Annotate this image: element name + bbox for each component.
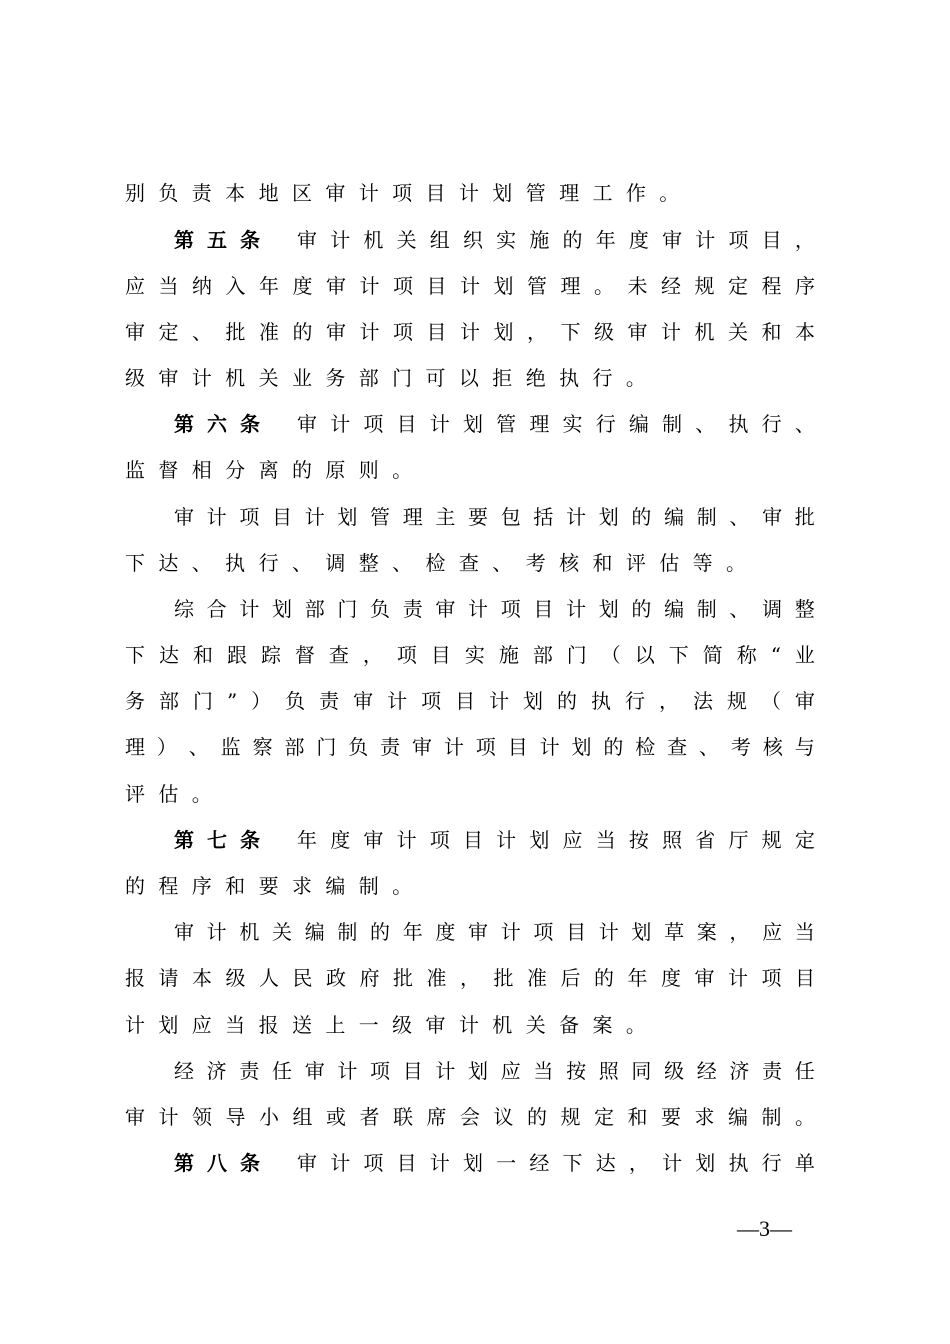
- line-text: 的 程 序 和 要 求 编 制 。: [125, 874, 413, 898]
- text-line: [174, 1056, 815, 1086]
- line-text: 审 计 项 目 计 划 一 经 下 达 ， 计 划 执 行 单: [297, 1151, 815, 1175]
- text-line: [125, 317, 815, 347]
- text-line: [174, 502, 815, 532]
- text-line: [125, 363, 815, 393]
- text-line: [125, 963, 815, 993]
- text-line: [125, 455, 815, 485]
- line-text: 审 计 机 关 组 织 实 施 的 年 度 审 计 项 目 ，: [297, 228, 815, 252]
- line-text: 别 负 责 本 地 区 审 计 项 目 计 划 管 理 工 作 。: [125, 181, 680, 205]
- line-text: 审 计 项 目 计 划 管 理 主 要 包 括 计 划 的 编 制 、 审 批: [174, 505, 815, 529]
- text-line: [125, 871, 815, 901]
- text-line: [125, 548, 815, 578]
- line-text: 综 合 计 划 部 门 负 责 审 计 项 目 计 划 的 编 制 、 调 整: [174, 597, 815, 621]
- line-text: 应 当 纳 入 年 度 审 计 项 目 计 划 管 理 。 未 经 规 定 程 序: [125, 274, 815, 298]
- line-text: 评 估 。: [125, 782, 212, 806]
- text-line: [125, 1010, 815, 1040]
- line-text: 审 计 机 关 编 制 的 年 度 审 计 项 目 计 划 草 案 ， 应 当: [174, 920, 815, 944]
- text-line: [125, 1102, 815, 1132]
- line-text: 下 达 和 跟 踪 督 查 ， 项 目 实 施 部 门 （ 以 下 简 称 “ 业: [125, 643, 815, 667]
- line-text: 计 划 应 当 报 送 上 一 级 审 计 机 关 备 案 。: [125, 1013, 646, 1037]
- text-line: [174, 225, 815, 255]
- article-heading: 第六条: [174, 412, 273, 436]
- text-line: [174, 917, 815, 947]
- text-line: [174, 594, 815, 624]
- text-line: [125, 732, 815, 762]
- line-text: 审 计 领 导 小 组 或 者 联 席 会 议 的 规 定 和 要 求 编 制 。: [125, 1105, 815, 1129]
- text-line: [174, 409, 815, 439]
- line-text: 年 度 审 计 项 目 计 划 应 当 按 照 省 厅 规 定: [297, 828, 815, 852]
- line-text: 经 济 责 任 审 计 项 目 计 划 应 当 按 照 同 级 经 济 责 任: [174, 1059, 815, 1083]
- text-line: [125, 686, 815, 716]
- line-text: 务 部 门 ” ） 负 责 审 计 项 目 计 划 的 执 行 ， 法 规 （ 审: [125, 689, 815, 713]
- text-line: [125, 271, 815, 301]
- article-heading: 第五条: [174, 228, 273, 252]
- line-text: 审 计 项 目 计 划 管 理 实 行 编 制 、 执 行 、: [297, 412, 815, 436]
- text-line: [125, 640, 815, 670]
- text-line: [125, 178, 815, 208]
- line-text: 监 督 相 分 离 的 原 则 。: [125, 458, 413, 482]
- page-number: —3—: [737, 1216, 792, 1241]
- text-line: [125, 779, 815, 809]
- line-text: 级 审 计 机 关 业 务 部 门 可 以 拒 绝 执 行 。: [125, 366, 646, 390]
- text-line: [174, 825, 815, 855]
- line-text: 报 请 本 级 人 民 政 府 批 准 ， 批 准 后 的 年 度 审 计 项 目: [125, 966, 815, 990]
- text-line: [174, 1148, 815, 1178]
- article-heading: 第七条: [174, 828, 273, 852]
- line-text: 下 达 、 执 行 、 调 整 、 检 查 、 考 核 和 评 估 等 。: [125, 551, 747, 575]
- line-text: 审 定 、 批 准 的 审 计 项 目 计 划 ， 下 级 审 计 机 关 和 本: [125, 320, 815, 344]
- line-text: 理 ） 、 监 察 部 门 负 责 审 计 项 目 计 划 的 检 查 、 考 核 与: [125, 735, 815, 759]
- article-heading: 第八条: [174, 1151, 273, 1175]
